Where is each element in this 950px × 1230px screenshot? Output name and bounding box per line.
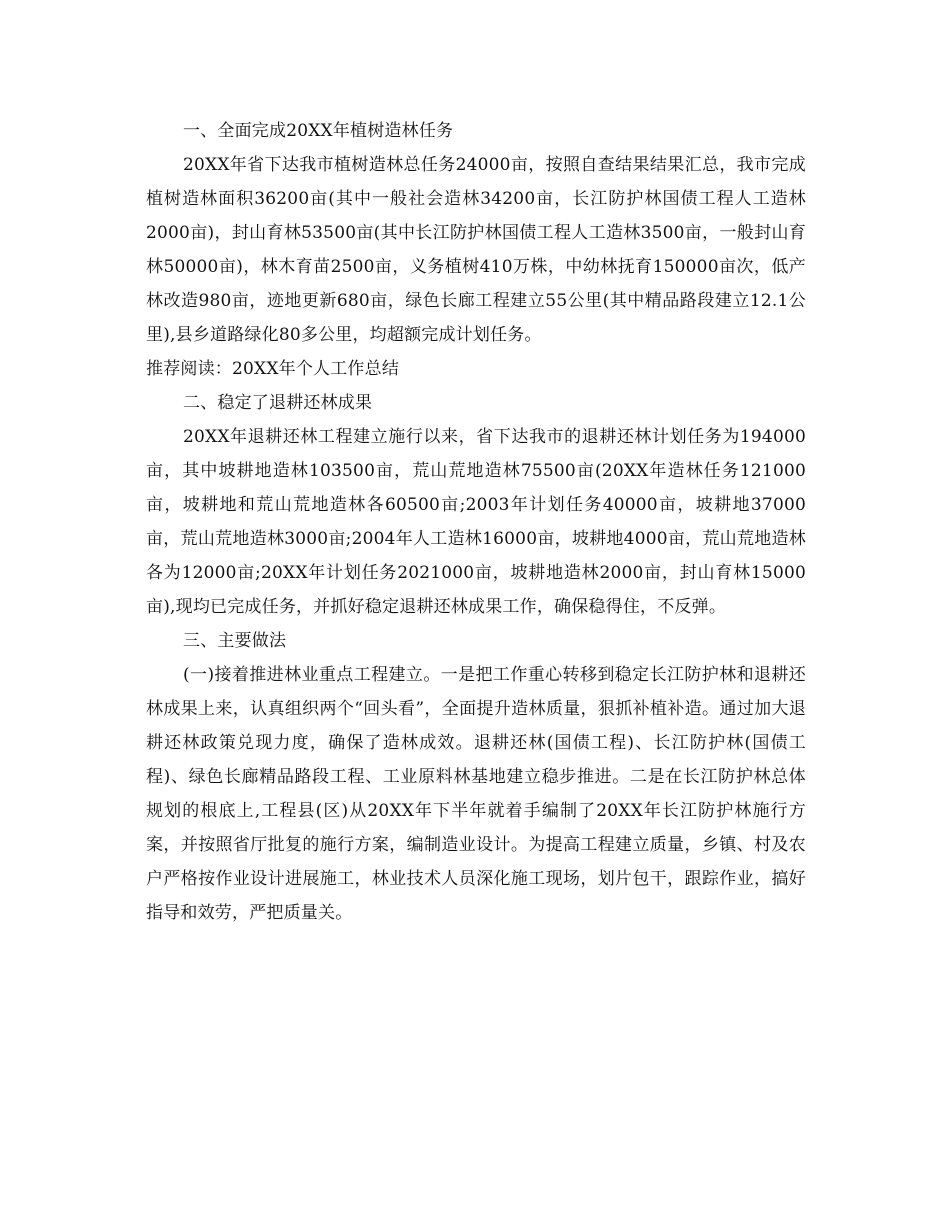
section-heading-1: 一、全面完成20XX年植树造林任务 bbox=[183, 121, 454, 141]
document-body bbox=[146, 114, 806, 930]
recommended-reading: 推荐阅读：20XX年个人工作总结 bbox=[146, 359, 400, 379]
paragraph-afforestation-summary: 20XX年省下达我市植树造林总任务24000亩，按照自查结果结果汇总，我市完成植树造林面积36200亩(其中一般社会造林34200亩，长江防护林国债工程人工造林2000亩)，封山育林53500亩(其中长江防护林国债工程人工造林3500亩，一般封山育林50000亩)，林木育苗2500亩，义务植树410万株，中幼林抚育150000亩次，低产林改造980亩，迹地更新680亩，绿色长廊工程建立55公里(其中精品路段建立12.1公里),县乡道路绿化80多公里，均超额完成计划任务。 bbox=[146, 155, 806, 345]
paragraph-main-measures: (一)接着推进林业重点工程建立。一是把工作重心转移到稳定长江防护林和退耕还林成果上来，认真组织两个“回头看”，全面提升造林质量，狠抓补植补造。通过加大退耕还林政策兑现力度，确保了造林成效。退耕还林(国债工程)、长江防护林(国债工程)、绿色长廊精品路段工程、工业原料林基地建立稳步推进。二是在长江防护林总体规划的根底上,工程县(区)从20XX年下半年就着手编制了20XX年长江防护林施行方案，并按照省厅批复的施行方案，编制造业设计。为提高工程建立质量，乡镇、村及农户严格按作业设计进展施工，林业技术人员深化施工现场，划片包干，跟踪作业，搞好指导和效劳，严把质量关。 bbox=[146, 665, 806, 923]
section-heading-2: 二、稳定了退耕还林成果 bbox=[183, 393, 373, 413]
section-heading-3: 三、主要做法 bbox=[183, 631, 287, 651]
paragraph-reforestation-results: 20XX年退耕还林工程建立施行以来，省下达我市的退耕还林计划任务为194000亩，其中坡耕地造林103500亩，荒山荒地造林75500亩(20XX年造林任务121000亩，坡耕地和荒山荒地造林各60500亩;2003年计划任务40000亩，坡耕地37000亩，荒山荒地造林3000亩;2004年人工造林16000亩，坡耕地4000亩，荒山荒地造林各为12000亩;20XX年计划任务2021000亩，坡耕地造林2000亩，封山育林15000亩),现均已完成任务，并抓好稳定退耕还林成果工作，确保稳得住，不反弹。 bbox=[146, 427, 806, 617]
